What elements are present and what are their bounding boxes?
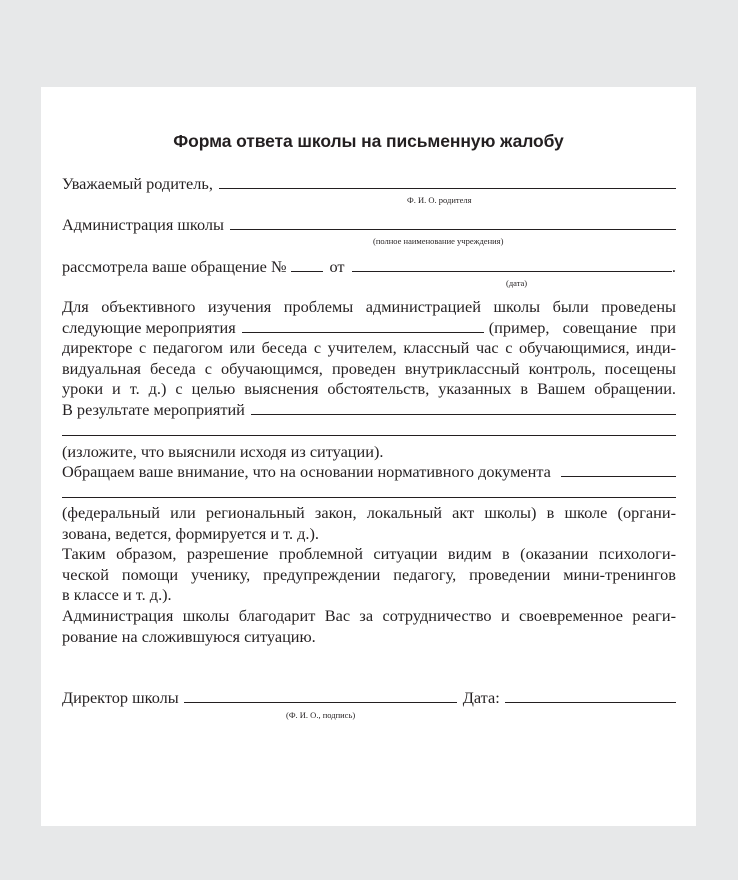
institution-name-field[interactable]: [230, 215, 676, 230]
result-field[interactable]: [251, 400, 676, 415]
attention-row: [62, 462, 676, 482]
thanks-paragraph: [62, 606, 676, 647]
explain-text: (изложите, что выяснили исходя из ситуации).: [62, 442, 384, 461]
explain-row: [62, 442, 676, 462]
text-line: Таким образом, разрешение проблемной ситуации видим в (оказании психологи-: [62, 544, 676, 563]
greeting-row: [62, 174, 676, 194]
signature-row: [62, 688, 676, 708]
signature-date-field[interactable]: [505, 688, 676, 703]
text-line: уроки и т. д.) с целью выяснения обстоятельств, указанных в Вашем обращении.: [62, 379, 676, 398]
regulation-field[interactable]: [561, 462, 676, 477]
form-title: Форма ответа школы на письменную жалобу: [173, 131, 564, 151]
institution-caption: (полное наименование учреждения): [373, 236, 504, 246]
text-line: Администрация школы благодарит Вас за сотрудничество и своевременное реаги-: [62, 606, 676, 625]
measures-field[interactable]: [242, 318, 484, 333]
resolution-paragraph: [62, 544, 676, 606]
attention-label: Обращаем ваше внимание, что на основании нормативного документа: [62, 462, 551, 481]
text-line: (федеральный или региональный закон, локальный акт школы) в школе (органи-: [62, 503, 676, 522]
result-row: [62, 400, 676, 420]
parent-name-caption: Ф. И. О. родителя: [407, 195, 472, 205]
director-signature-field[interactable]: [184, 688, 457, 703]
period-mark: .: [671, 257, 676, 276]
text-line: рование на сложившуюся ситуацию.: [62, 626, 316, 646]
measures-label: следующие мероприятия: [62, 317, 236, 337]
reviewed-row: [62, 257, 676, 277]
appeal-date-field[interactable]: [352, 257, 672, 272]
text-line: ческой помощи ученику, предупреждении педагогу, проведении мини-тренингов: [62, 564, 676, 584]
date-label: Дата:: [462, 688, 500, 707]
regulation-field-continuation[interactable]: [62, 497, 676, 498]
regulation-paragraph: [62, 503, 676, 544]
result-field-continuation[interactable]: [62, 435, 676, 436]
parent-name-field[interactable]: [219, 174, 676, 189]
admin-row: [62, 215, 676, 235]
greeting-label: Уважаемый родитель,: [62, 174, 213, 193]
form-page: [41, 87, 696, 826]
from-label: от: [329, 257, 345, 276]
signature-caption: (Ф. И. О., подпись): [286, 710, 356, 720]
text-line: зована, ведется, формируется и т. д.).: [62, 523, 319, 543]
text-line: Для объективного изучения проблемы администрацией школы были проведены: [62, 297, 676, 316]
appeal-number-field[interactable]: [291, 257, 323, 272]
text-line: директоре с педагогом или беседа с учителем, классный час с обучающимися, инди-: [62, 338, 676, 357]
reviewed-label: рассмотрела ваше обращение №: [62, 257, 287, 276]
result-label: В результате мероприятий: [62, 400, 245, 419]
measures-example: (пример, совещание при: [488, 317, 676, 337]
director-label: Директор школы: [62, 688, 179, 707]
admin-label: Администрация школы: [62, 215, 224, 234]
date-caption: (дата): [506, 278, 528, 288]
measures-line: [62, 318, 676, 339]
measures-paragraph: [62, 297, 676, 400]
text-line: видуальная беседа с обучающимся, проведен внутриклассный контроль, посещены: [62, 358, 676, 378]
text-line: в классе и т. д.).: [62, 585, 172, 604]
